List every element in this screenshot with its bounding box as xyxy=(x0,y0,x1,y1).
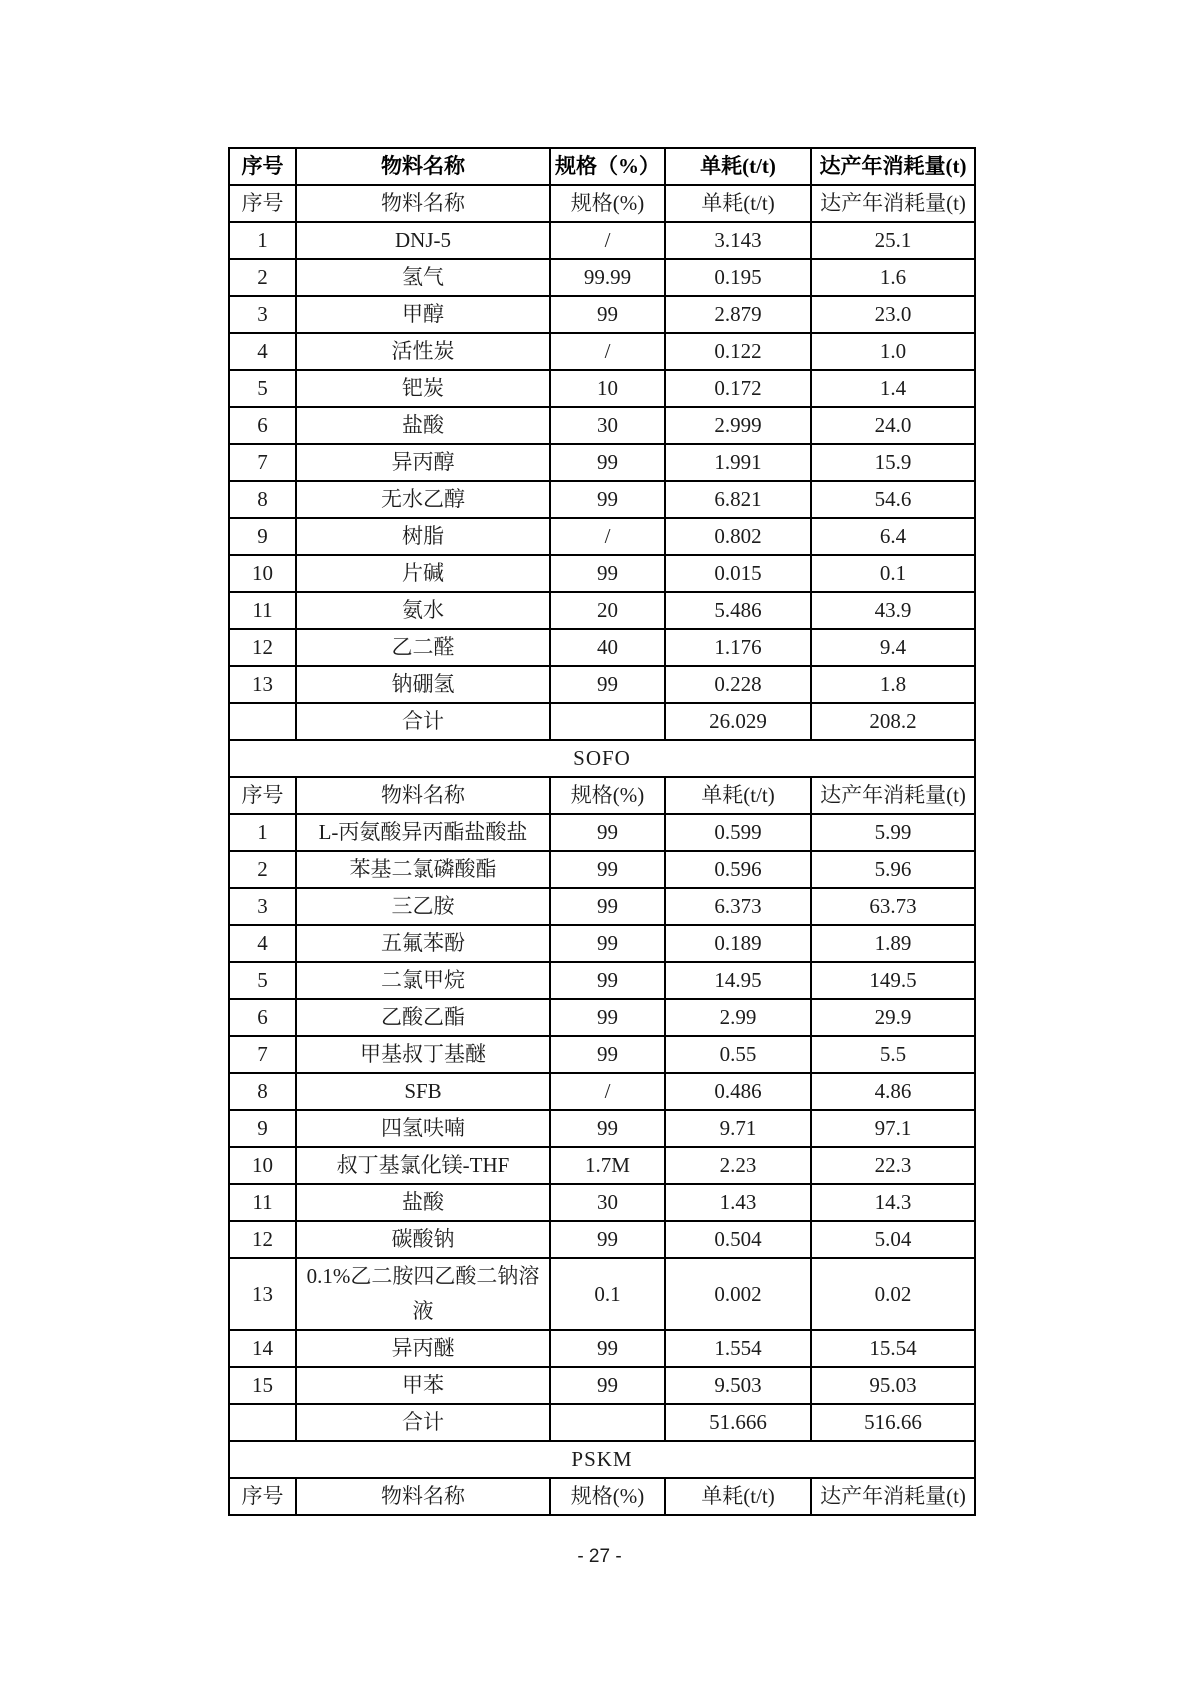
table-cell-col2: 99 xyxy=(550,481,665,518)
table-cell-col3: 0.599 xyxy=(665,814,811,851)
table-cell-col4: 54.6 xyxy=(811,481,975,518)
table-cell-col3: 3.143 xyxy=(665,222,811,259)
material-row xyxy=(229,370,975,407)
subheader-cell-col1: 物料名称 xyxy=(296,777,550,814)
material-row xyxy=(229,1073,975,1110)
table-cell-col0: 5 xyxy=(229,370,296,407)
subheader-row xyxy=(229,777,975,814)
header-cell-unit-consumption: 单耗(t/t) xyxy=(665,148,811,185)
table-cell-col4: 149.5 xyxy=(811,962,975,999)
table-cell-col0: 9 xyxy=(229,1110,296,1147)
table-cell-col4: 15.9 xyxy=(811,444,975,481)
table-cell-col2: 99 xyxy=(550,1036,665,1073)
total-cell-col0 xyxy=(229,703,296,740)
material-row xyxy=(229,629,975,666)
table-cell-col3: 2.999 xyxy=(665,407,811,444)
table-cell-col2: 99 xyxy=(550,1221,665,1258)
table-cell-col1: L-丙氨酸异丙酯盐酸盐 xyxy=(296,814,550,851)
table-cell-col1: DNJ-5 xyxy=(296,222,550,259)
table-cell-col3: 1.176 xyxy=(665,629,811,666)
table-cell-col3: 6.821 xyxy=(665,481,811,518)
material-row xyxy=(229,925,975,962)
table-cell-col4: 24.0 xyxy=(811,407,975,444)
subheader-row xyxy=(229,185,975,222)
material-row xyxy=(229,407,975,444)
table-cell-col3: 6.373 xyxy=(665,888,811,925)
total-cell-col0 xyxy=(229,1404,296,1441)
material-row xyxy=(229,592,975,629)
table-cell-col2: / xyxy=(550,333,665,370)
table-cell-col4: 29.9 xyxy=(811,999,975,1036)
table-cell-col1: 甲醇 xyxy=(296,296,550,333)
table-cell-col4: 1.8 xyxy=(811,666,975,703)
table-cell-col0: 12 xyxy=(229,1221,296,1258)
material-row xyxy=(229,481,975,518)
table-cell-col2: 99 xyxy=(550,444,665,481)
subheader-row xyxy=(229,1478,975,1515)
material-row xyxy=(229,555,975,592)
table-cell-col3: 0.195 xyxy=(665,259,811,296)
table-cell-col1: 盐酸 xyxy=(296,1184,550,1221)
table-cell-col0: 13 xyxy=(229,666,296,703)
table-cell-col3: 2.99 xyxy=(665,999,811,1036)
subheader-cell-col4: 达产年消耗量(t) xyxy=(811,185,975,222)
section-title-row xyxy=(229,1441,975,1478)
table-cell-col2: 1.7M xyxy=(550,1147,665,1184)
material-row xyxy=(229,1221,975,1258)
table-header-row xyxy=(229,148,975,185)
table-cell-col3: 0.596 xyxy=(665,851,811,888)
table-cell-col4: 22.3 xyxy=(811,1147,975,1184)
material-row xyxy=(229,1258,975,1330)
table-cell-col1: 氨水 xyxy=(296,592,550,629)
subheader-cell-col4: 达产年消耗量(t) xyxy=(811,777,975,814)
table-cell-col2: 99 xyxy=(550,962,665,999)
materials-table-body xyxy=(229,185,975,1515)
header-cell-material-name: 物料名称 xyxy=(296,148,550,185)
table-cell-col0: 1 xyxy=(229,814,296,851)
table-cell-col1: 乙二醛 xyxy=(296,629,550,666)
table-cell-col1: 钯炭 xyxy=(296,370,550,407)
table-cell-col4: 1.6 xyxy=(811,259,975,296)
table-cell-col3: 0.802 xyxy=(665,518,811,555)
subheader-cell-col3: 单耗(t/t) xyxy=(665,1478,811,1515)
table-cell-col4: 5.04 xyxy=(811,1221,975,1258)
material-row xyxy=(229,296,975,333)
table-cell-col4: 63.73 xyxy=(811,888,975,925)
table-cell-col1: 异丙醚 xyxy=(296,1330,550,1367)
table-cell-col3: 2.23 xyxy=(665,1147,811,1184)
table-cell-col1: 碳酸钠 xyxy=(296,1221,550,1258)
table-cell-col0: 3 xyxy=(229,888,296,925)
table-cell-col1: 氢气 xyxy=(296,259,550,296)
material-row xyxy=(229,666,975,703)
table-cell-col3: 0.189 xyxy=(665,925,811,962)
table-cell-col2: 99 xyxy=(550,555,665,592)
table-cell-col3: 14.95 xyxy=(665,962,811,999)
material-row xyxy=(229,851,975,888)
table-cell-col3: 2.879 xyxy=(665,296,811,333)
material-row xyxy=(229,1184,975,1221)
subheader-cell-col3: 单耗(t/t) xyxy=(665,185,811,222)
material-row xyxy=(229,444,975,481)
table-cell-col3: 0.504 xyxy=(665,1221,811,1258)
table-cell-col4: 97.1 xyxy=(811,1110,975,1147)
table-cell-col2: 99 xyxy=(550,1367,665,1404)
table-cell-col0: 11 xyxy=(229,1184,296,1221)
table-cell-col0: 9 xyxy=(229,518,296,555)
subheader-cell-col0: 序号 xyxy=(229,185,296,222)
table-cell-col2: 10 xyxy=(550,370,665,407)
total-cell-col1: 合计 xyxy=(296,1404,550,1441)
table-cell-col2: 99 xyxy=(550,851,665,888)
table-cell-col2: 30 xyxy=(550,1184,665,1221)
table-cell-col3: 1.991 xyxy=(665,444,811,481)
table-cell-col0: 7 xyxy=(229,444,296,481)
table-cell-col1: 叔丁基氯化镁-THF xyxy=(296,1147,550,1184)
table-cell-col0: 12 xyxy=(229,629,296,666)
table-cell-col0: 2 xyxy=(229,851,296,888)
table-cell-col4: 95.03 xyxy=(811,1367,975,1404)
table-cell-col3: 0.015 xyxy=(665,555,811,592)
table-cell-col0: 11 xyxy=(229,592,296,629)
material-row xyxy=(229,1110,975,1147)
table-cell-col0: 6 xyxy=(229,999,296,1036)
table-cell-col3: 0.172 xyxy=(665,370,811,407)
table-cell-col2: 99 xyxy=(550,1110,665,1147)
table-cell-col0: 4 xyxy=(229,333,296,370)
material-row xyxy=(229,814,975,851)
table-cell-col3: 0.55 xyxy=(665,1036,811,1073)
total-row xyxy=(229,703,975,740)
table-cell-col4: 1.4 xyxy=(811,370,975,407)
subheader-cell-col1: 物料名称 xyxy=(296,185,550,222)
table-cell-col0: 1 xyxy=(229,222,296,259)
table-cell-col1: 片碱 xyxy=(296,555,550,592)
table-cell-col1: 二氯甲烷 xyxy=(296,962,550,999)
table-cell-col3: 1.43 xyxy=(665,1184,811,1221)
total-cell-col3: 51.666 xyxy=(665,1404,811,1441)
table-cell-col1: 甲苯 xyxy=(296,1367,550,1404)
materials-table xyxy=(228,147,976,1516)
table-cell-col4: 9.4 xyxy=(811,629,975,666)
table-cell-col3: 9.71 xyxy=(665,1110,811,1147)
table-cell-col4: 14.3 xyxy=(811,1184,975,1221)
total-cell-col4: 208.2 xyxy=(811,703,975,740)
material-row xyxy=(229,1330,975,1367)
table-cell-col0: 13 xyxy=(229,1258,296,1330)
table-cell-col2: 99 xyxy=(550,296,665,333)
subheader-cell-col0: 序号 xyxy=(229,777,296,814)
table-cell-col2: 99 xyxy=(550,999,665,1036)
table-cell-col3: 1.554 xyxy=(665,1330,811,1367)
material-row xyxy=(229,518,975,555)
table-cell-col4: 1.0 xyxy=(811,333,975,370)
total-cell-col1: 合计 xyxy=(296,703,550,740)
table-cell-col4: 0.02 xyxy=(811,1258,975,1330)
table-cell-col1: 钠硼氢 xyxy=(296,666,550,703)
table-cell-col3: 5.486 xyxy=(665,592,811,629)
table-cell-col0: 7 xyxy=(229,1036,296,1073)
table-cell-col1: 0.1%乙二胺四乙酸二钠溶液 xyxy=(296,1258,550,1330)
total-cell-col2 xyxy=(550,703,665,740)
table-cell-col4: 5.99 xyxy=(811,814,975,851)
material-row xyxy=(229,888,975,925)
table-cell-col4: 25.1 xyxy=(811,222,975,259)
total-cell-col2 xyxy=(550,1404,665,1441)
table-cell-col3: 0.486 xyxy=(665,1073,811,1110)
header-cell-index: 序号 xyxy=(229,148,296,185)
table-cell-col0: 10 xyxy=(229,1147,296,1184)
table-cell-col2: / xyxy=(550,222,665,259)
table-cell-col1: 甲基叔丁基醚 xyxy=(296,1036,550,1073)
table-cell-col1: SFB xyxy=(296,1073,550,1110)
table-cell-col2: 99 xyxy=(550,888,665,925)
table-cell-col4: 1.89 xyxy=(811,925,975,962)
section-title: SOFO xyxy=(229,740,975,777)
table-cell-col0: 14 xyxy=(229,1330,296,1367)
table-cell-col0: 2 xyxy=(229,259,296,296)
subheader-cell-col2: 规格(%) xyxy=(550,185,665,222)
table-cell-col4: 5.5 xyxy=(811,1036,975,1073)
header-cell-spec: 规格（%） xyxy=(550,148,665,185)
material-row xyxy=(229,222,975,259)
table-cell-col1: 三乙胺 xyxy=(296,888,550,925)
table-cell-col4: 43.9 xyxy=(811,592,975,629)
subheader-cell-col2: 规格(%) xyxy=(550,1478,665,1515)
material-row xyxy=(229,999,975,1036)
table-cell-col1: 苯基二氯磷酸酯 xyxy=(296,851,550,888)
table-cell-col0: 8 xyxy=(229,481,296,518)
material-row xyxy=(229,333,975,370)
table-cell-col2: 0.1 xyxy=(550,1258,665,1330)
subheader-cell-col4: 达产年消耗量(t) xyxy=(811,1478,975,1515)
table-cell-col0: 8 xyxy=(229,1073,296,1110)
total-row xyxy=(229,1404,975,1441)
total-cell-col4: 516.66 xyxy=(811,1404,975,1441)
table-cell-col2: 99 xyxy=(550,925,665,962)
header-cell-annual-consumption: 达产年消耗量(t) xyxy=(811,148,975,185)
table-cell-col2: 99 xyxy=(550,814,665,851)
table-cell-col0: 10 xyxy=(229,555,296,592)
table-cell-col3: 9.503 xyxy=(665,1367,811,1404)
table-cell-col2: / xyxy=(550,518,665,555)
material-row xyxy=(229,1036,975,1073)
table-cell-col0: 15 xyxy=(229,1367,296,1404)
table-cell-col1: 乙酸乙酯 xyxy=(296,999,550,1036)
material-row xyxy=(229,1367,975,1404)
table-cell-col1: 四氢呋喃 xyxy=(296,1110,550,1147)
material-row xyxy=(229,1147,975,1184)
table-cell-col3: 0.228 xyxy=(665,666,811,703)
table-cell-col0: 3 xyxy=(229,296,296,333)
table-cell-col2: 99 xyxy=(550,666,665,703)
section-title-row xyxy=(229,740,975,777)
subheader-cell-col1: 物料名称 xyxy=(296,1478,550,1515)
table-cell-col3: 0.002 xyxy=(665,1258,811,1330)
table-cell-col3: 0.122 xyxy=(665,333,811,370)
table-cell-col0: 6 xyxy=(229,407,296,444)
table-cell-col1: 活性炭 xyxy=(296,333,550,370)
table-cell-col1: 异丙醇 xyxy=(296,444,550,481)
table-cell-col1: 五氟苯酚 xyxy=(296,925,550,962)
material-row xyxy=(229,962,975,999)
material-row xyxy=(229,259,975,296)
table-cell-col0: 5 xyxy=(229,962,296,999)
table-cell-col2: 99.99 xyxy=(550,259,665,296)
table-cell-col2: 30 xyxy=(550,407,665,444)
table-cell-col4: 4.86 xyxy=(811,1073,975,1110)
table-cell-col4: 0.1 xyxy=(811,555,975,592)
table-cell-col0: 4 xyxy=(229,925,296,962)
total-cell-col3: 26.029 xyxy=(665,703,811,740)
table-cell-col2: / xyxy=(550,1073,665,1110)
table-cell-col2: 20 xyxy=(550,592,665,629)
subheader-cell-col2: 规格(%) xyxy=(550,777,665,814)
section-title: PSKM xyxy=(229,1441,975,1478)
table-cell-col4: 23.0 xyxy=(811,296,975,333)
table-cell-col2: 40 xyxy=(550,629,665,666)
table-cell-col4: 15.54 xyxy=(811,1330,975,1367)
page-number: - 27 - xyxy=(577,1546,622,1567)
subheader-cell-col3: 单耗(t/t) xyxy=(665,777,811,814)
subheader-cell-col0: 序号 xyxy=(229,1478,296,1515)
table-cell-col2: 99 xyxy=(550,1330,665,1367)
table-cell-col1: 树脂 xyxy=(296,518,550,555)
table-cell-col4: 6.4 xyxy=(811,518,975,555)
table-cell-col1: 无水乙醇 xyxy=(296,481,550,518)
table-cell-col1: 盐酸 xyxy=(296,407,550,444)
table-cell-col4: 5.96 xyxy=(811,851,975,888)
